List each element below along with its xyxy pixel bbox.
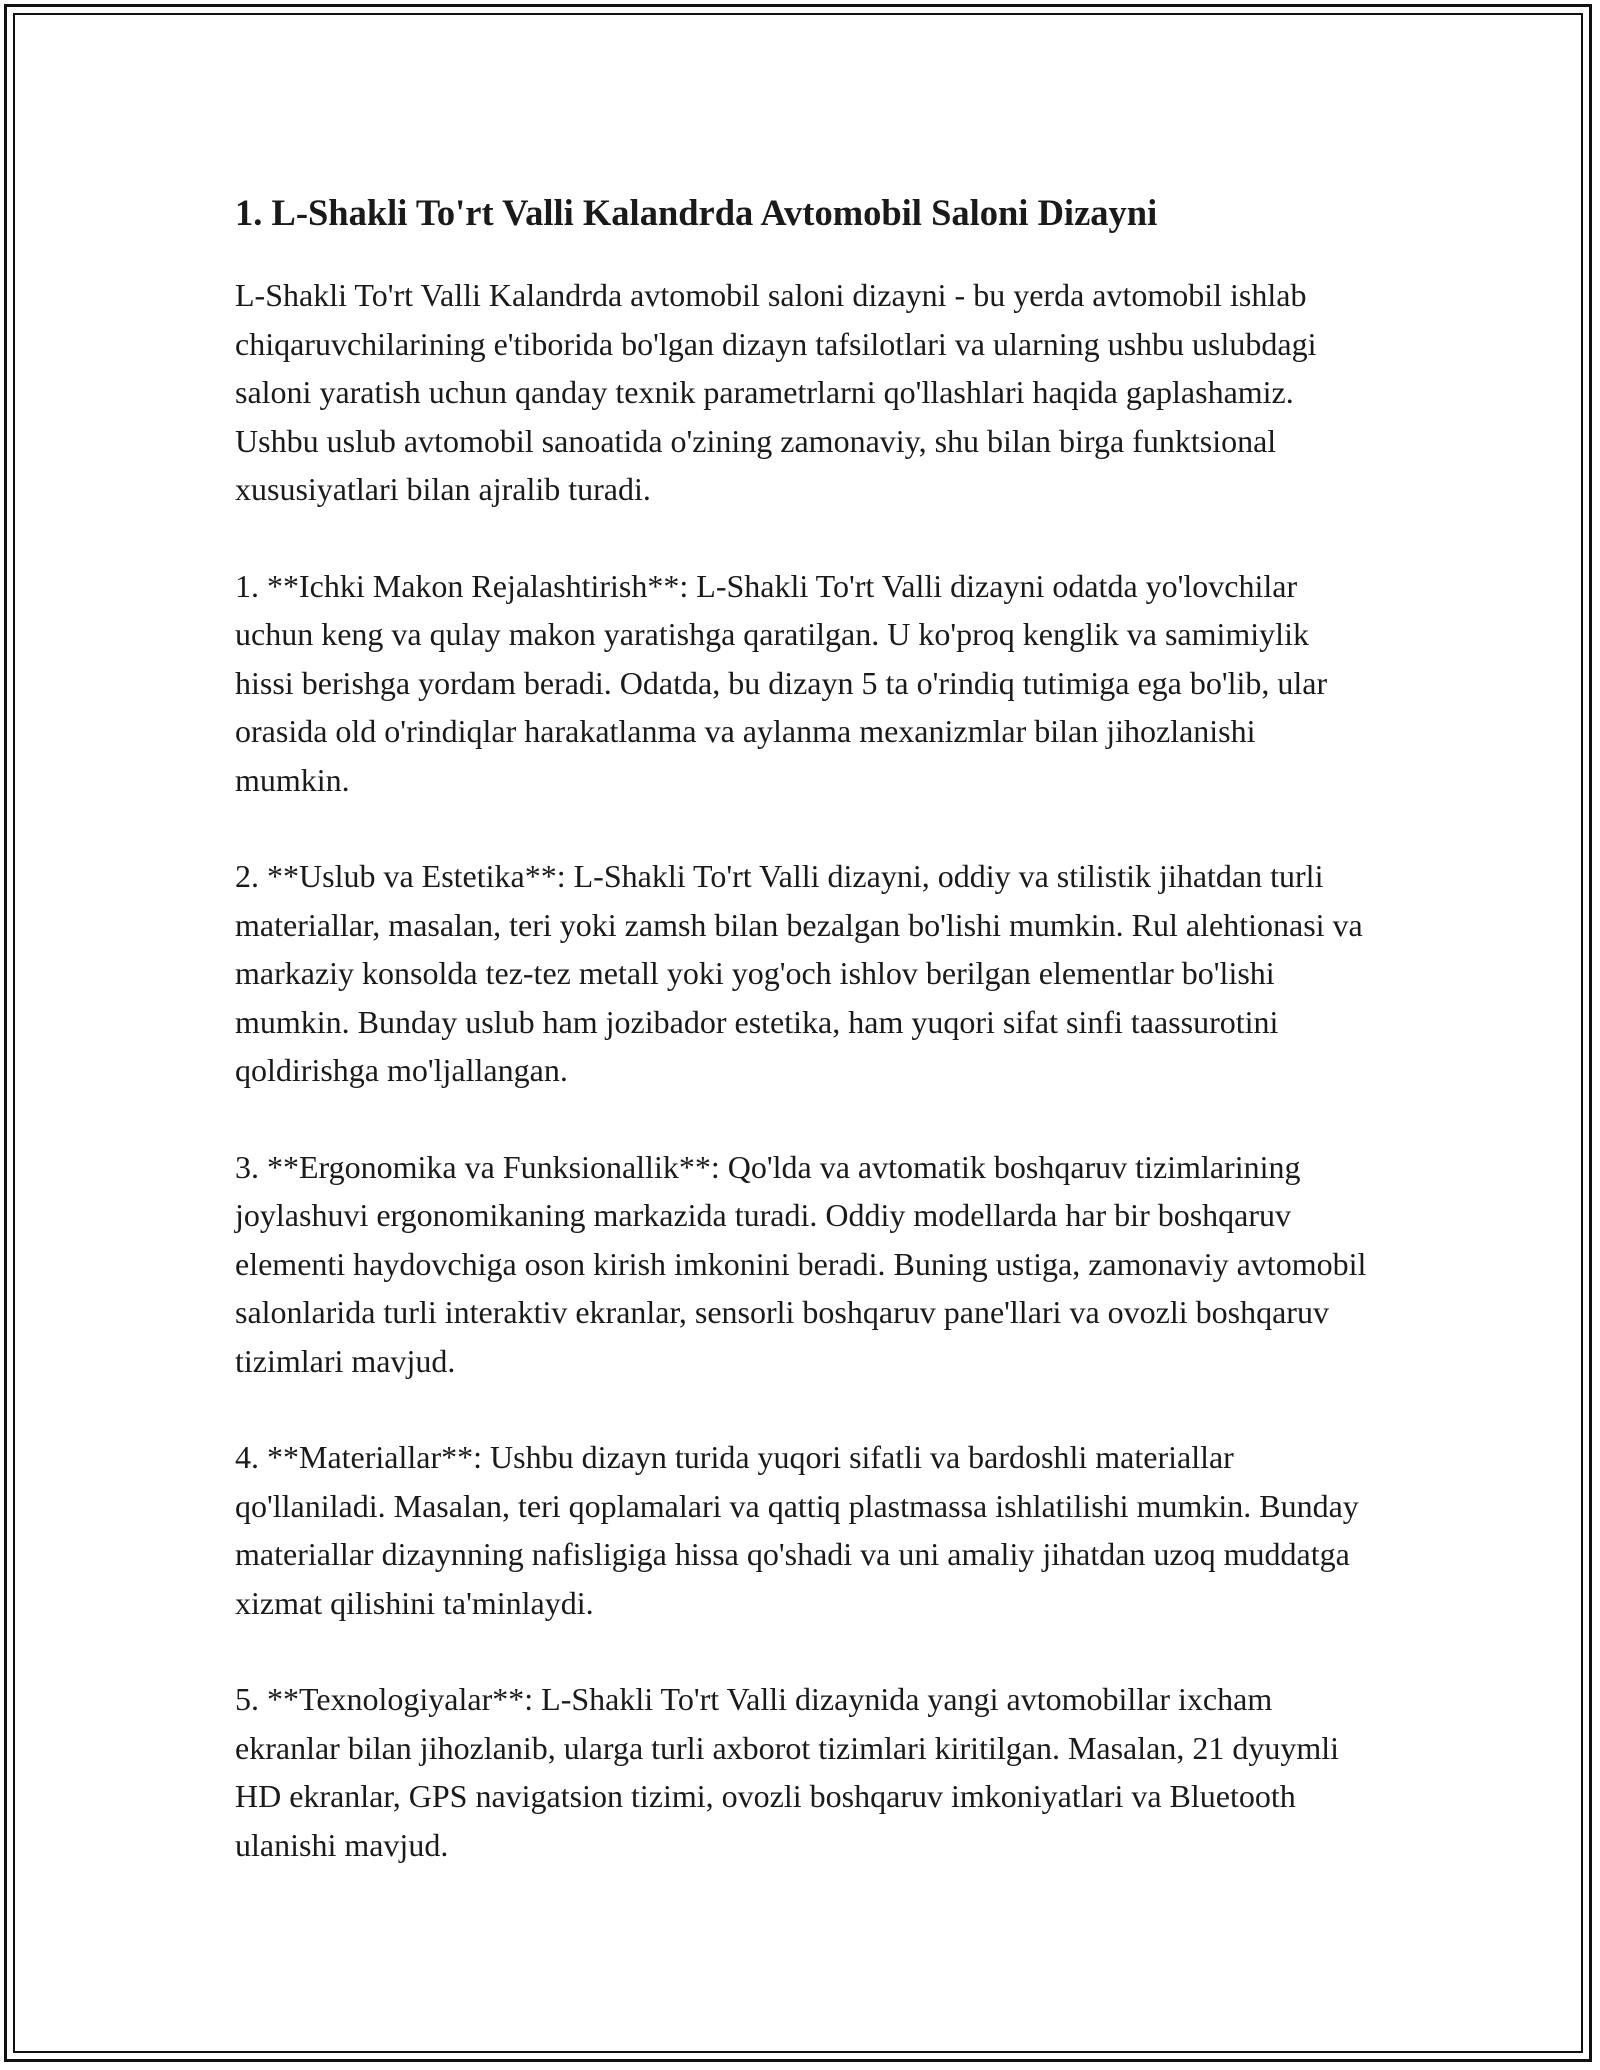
paragraph-ergonomics: 3. **Ergonomika va Funksionallik**: Qo'lda va avtomatik boshqaruv tizimlarining joylashuvi ergonomikaning markazida turadi. Oddiy modellarda har bir boshqaruv elementi haydovchiga oson kirish imkonini beradi. Buning ustiga, zamonaviy avtomobil salonlarida turli interaktiv ekranlar, sensorli boshqaruv pane'llari va ovozli boshqaruv tizimlari mavjud. — [235, 1148, 1367, 1379]
intro-paragraph: L-Shakli To'rt Valli Kalandrda avtomobil saloni dizayni - bu yerda avtomobil ishlab chiqaruvchilarining e'tiborida bo'lgan dizayn tafsilotlari va ularning ushbu uslubdagi saloni yaratish uchun qanday texnik parametrlarni qo'llashlari haqida gaplashamiz. Ushbu uslub avtomobil sanoatida o'zining zamonaviy, shu bilan birga funktsional xususiyatlari bilan ajralib turadi. — [235, 277, 1317, 507]
document-title: 1. L-Shakli To'rt Valli Kalandrda Avtomobil Saloni Dizayni — [235, 192, 1158, 233]
paragraph-interior-planning: 1. **Ichki Makon Rejalashtirish**: L-Shakli To'rt Valli dizayni odatda yo'lovchilar uchun keng va qulay makon yaratishga qaratilgan. U ko'proq kenglik va samimiylik hissi berishga yordam beradi. Odatda, bu dizayn 5 ta o'rindiq tutimiga ega bo'lib, ular orasida old o'rindiqlar harakatlanma va aylanma mexanizmlar bilan jihozlanishi mumkin. — [235, 567, 1328, 798]
paragraph-materials: 4. **Materiallar**: Ushbu dizayn turida yuqori sifatli va bardoshli materiallar qo'llaniladi. Masalan, teri qoplamalari va qattiq plastmassa ishlatilishi mumkin. Bunday materiallar dizaynning nafisligiga hissa qo'shadi va uni amaliy jihatdan uzoq muddatga xizmat qilishini ta'minlaydi. — [235, 1439, 1359, 1621]
paragraph-technologies: 5. **Texnologiyalar**: L-Shakli To'rt Valli dizaynida yangi avtomobillar ixcham ekranlar bilan jihozlanib, ularga turli axborot tizimlari kiritilgan. Masalan, 21 dyuymli HD ekranlar, GPS navigatsion tizimi, ovozli boshqaruv imkoniyatlari va Bluetooth ulanishi mavjud. — [235, 1681, 1340, 1863]
document-body — [235, 185, 1375, 1917]
paragraph-style-aesthetics: 2. **Uslub va Estetika**: L-Shakli To'rt Valli dizayni, oddiy va stilistik jihatdan turli materiallar, masalan, teri yoki zamsh bilan bezalgan bo'lishi mumkin. Rul alehtionasi va markaziy konsolda tez-tez metall yoki yog'och ishlov berilgan elementlar bo'lishi mumkin. Bunday uslub ham jozibador estetika, ham yuqori sifat sinfi taassurotini qoldirishga mo'ljallangan. — [235, 858, 1363, 1088]
